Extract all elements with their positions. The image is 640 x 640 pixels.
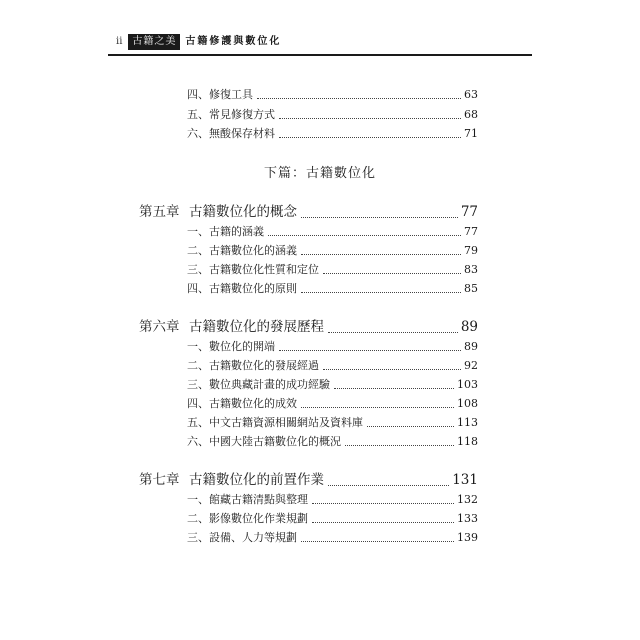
toc-entry-label: 三、數位典藏計畫的成功經驗: [187, 378, 330, 391]
toc-entry-page: 103: [457, 378, 478, 391]
toc-entry-page: 68: [464, 108, 478, 121]
toc-entry-label: 二、古籍數位化的涵義: [187, 244, 297, 257]
toc-entry-page: 63: [464, 88, 478, 101]
leader-dots: [268, 235, 461, 236]
chapter-heading[interactable]: [139, 203, 478, 221]
leader-dots: [328, 332, 458, 333]
toc-entry[interactable]: [187, 262, 478, 277]
leader-dots: [301, 407, 454, 408]
toc-entry-label: 五、常見修復方式: [187, 108, 275, 121]
toc-entry-label: 六、無酸保存材料: [187, 127, 275, 140]
chapter-page: 131: [452, 472, 478, 488]
toc-entry-page: 132: [457, 493, 478, 506]
toc-entry[interactable]: [187, 492, 478, 507]
chapter-heading[interactable]: [139, 471, 478, 489]
chapter-number: 第六章: [139, 319, 180, 335]
chapter-page: 89: [460, 319, 478, 335]
leader-dots: [301, 217, 458, 218]
toc-entry[interactable]: [187, 107, 478, 122]
running-header: [116, 34, 281, 50]
section-title: 下篇：古籍數位化: [263, 166, 376, 181]
toc-entry[interactable]: [187, 339, 478, 354]
leader-dots: [367, 426, 454, 427]
chapter-number: 第七章: [139, 472, 180, 488]
toc-entry-page: 89: [464, 340, 478, 353]
toc-entry-page: 77: [464, 225, 478, 238]
leader-dots: [279, 118, 461, 119]
toc-entry-label: 六、中國大陸古籍數位化的概況: [187, 435, 341, 448]
leader-dots: [279, 137, 461, 138]
toc-entry[interactable]: [187, 126, 478, 141]
book-subtitle: 古籍修護與數位化: [185, 36, 282, 47]
toc-entry-label: 四、古籍數位化的原則: [187, 282, 297, 295]
toc-entry-page: 118: [457, 435, 478, 448]
leader-dots: [328, 485, 449, 486]
toc-entry[interactable]: [187, 434, 478, 449]
toc-entry-label: 一、古籍的涵義: [187, 225, 264, 238]
toc-entry-label: 一、數位化的開端: [187, 340, 275, 353]
toc-entry-page: 83: [464, 263, 478, 276]
toc-entry-page: 71: [464, 127, 478, 140]
toc-entry-page: 108: [457, 397, 478, 410]
chapter-page: 77: [460, 204, 478, 220]
toc-entry[interactable]: [187, 530, 478, 545]
toc-entry-label: 四、古籍數位化的成效: [187, 397, 297, 410]
leader-dots: [323, 369, 461, 370]
toc-entry[interactable]: [187, 358, 478, 373]
leader-dots: [334, 388, 454, 389]
toc-entry[interactable]: [187, 87, 478, 102]
toc-entry[interactable]: [187, 377, 478, 392]
book-title-badge: 古籍之美: [128, 34, 180, 50]
toc-entry[interactable]: [187, 511, 478, 526]
toc-entry-label: 二、影像數位化作業規劃: [187, 512, 308, 525]
chapter-heading[interactable]: [139, 318, 478, 336]
toc-entry-page: 79: [464, 244, 478, 257]
leader-dots: [301, 541, 454, 542]
toc-entry[interactable]: [187, 224, 478, 239]
toc-entry-label: 三、古籍數位化性質和定位: [187, 263, 319, 276]
page-numeral: ii: [116, 36, 123, 47]
chapter-title: 古籍數位化的發展歷程: [189, 319, 324, 335]
toc-entry-label: 三、設備、人力等規劃: [187, 531, 297, 544]
toc-entry-page: 85: [464, 282, 478, 295]
toc-entry[interactable]: [187, 415, 478, 430]
leader-dots: [301, 292, 461, 293]
leader-dots: [301, 254, 461, 255]
toc-entry-page: 133: [457, 512, 478, 525]
toc-entry-label: 五、中文古籍資源相關網站及資料庫: [187, 416, 363, 429]
header-rule: [108, 54, 532, 56]
toc-entry-page: 92: [464, 359, 478, 372]
toc-entry-label: 一、館藏古籍清點與整理: [187, 493, 308, 506]
toc-entry-page: 113: [457, 416, 478, 429]
leader-dots: [279, 350, 461, 351]
leader-dots: [323, 273, 461, 274]
chapter-title: 古籍數位化的概念: [189, 204, 297, 220]
chapter-number: 第五章: [139, 204, 180, 220]
toc-entry[interactable]: [187, 396, 478, 411]
toc-entry[interactable]: [187, 281, 478, 296]
leader-dots: [257, 98, 461, 99]
toc-entry-page: 139: [457, 531, 478, 544]
toc-entry[interactable]: [187, 243, 478, 258]
leader-dots: [312, 522, 454, 523]
toc-entry-label: 四、修復工具: [187, 88, 253, 101]
toc-entry-label: 二、古籍數位化的發展經過: [187, 359, 319, 372]
chapter-title: 古籍數位化的前置作業: [189, 472, 324, 488]
leader-dots: [345, 445, 454, 446]
leader-dots: [312, 503, 454, 504]
